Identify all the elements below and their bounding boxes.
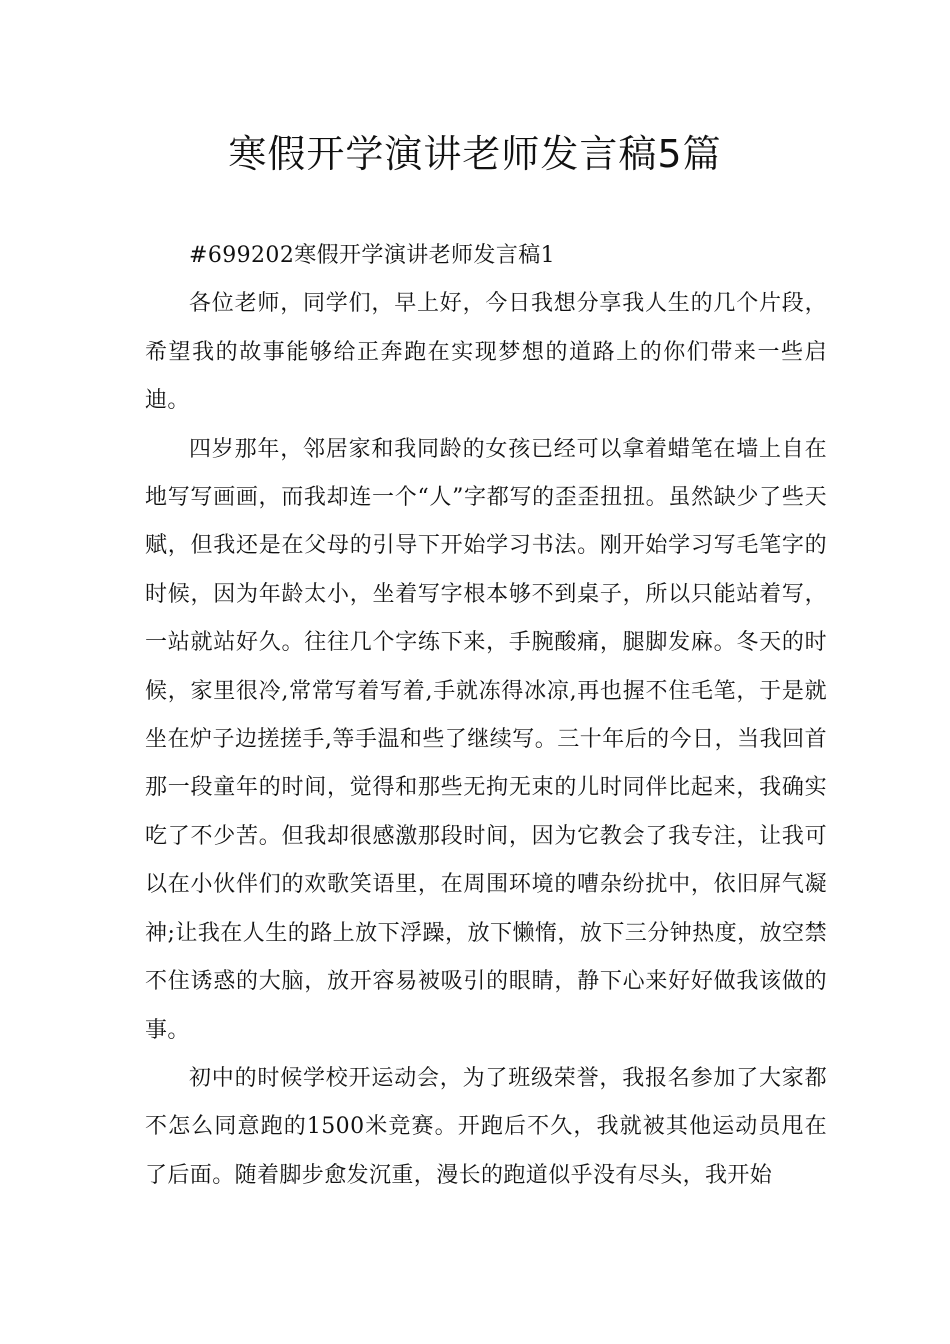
paragraph-calligraphy: 四岁那年，邻居家和我同龄的女孩已经可以拿着蜡笔在墙上自在地写写画画，而我却连一个“人”字都写的歪歪扭扭。虽然缺少了些天赋，但我还是在父母的引导下开始学习书法。刚开始学习写毛笔字的时候，因为年龄太小，坐着写字根本够不到桌子，所以只能站着写，一站就站好久。往往几个字练下来，手腕酸痛，腿脚发麻。冬天的时候，家里很冷,常常写着写着,手就冻得冰凉,再也握不住毛笔，于是就坐在炉子边搓搓手,等手温和些了继续写。三十年后的今日，当我回首那一段童年的时间，觉得和那些无拘无束的儿时同伴比起来，我确实吃了不少苦。但我却很感激那段时间，因为它教会了我专注，让我可以在小伙伴们的欢歌笑语里，在周围环境的嘈杂纷扰中，依旧屏气凝神;让我在人生的路上放下浮躁，放下懒惰，放下三分钟热度，放空禁不住诱惑的大脑，放开容易被吸引的眼睛，静下心来好好做我该做的事。 (145, 436, 827, 1043)
paragraph-greeting: 各位老师，同学们，早上好，今日我想分享我人生的几个片段，希望我的故事能够给正奔跑在实现梦想的道路上的你们带来一些启迪。 (145, 291, 827, 414)
paragraph-sports-meet: 初中的时候学校开运动会，为了班级荣誉，我报名参加了大家都不怎么同意跑的1500米竞赛。开跑后不久，我就被其他运动员甩在了后面。随着脚步愈发沉重，漫长的跑道似乎没有尽头，我开始 (145, 1065, 827, 1188)
document-body (145, 232, 827, 1200)
document-title: 寒假开学演讲老师发言稿5篇 (228, 132, 722, 176)
section-heading: #699202寒假开学演讲老师发言稿1 (189, 243, 556, 268)
